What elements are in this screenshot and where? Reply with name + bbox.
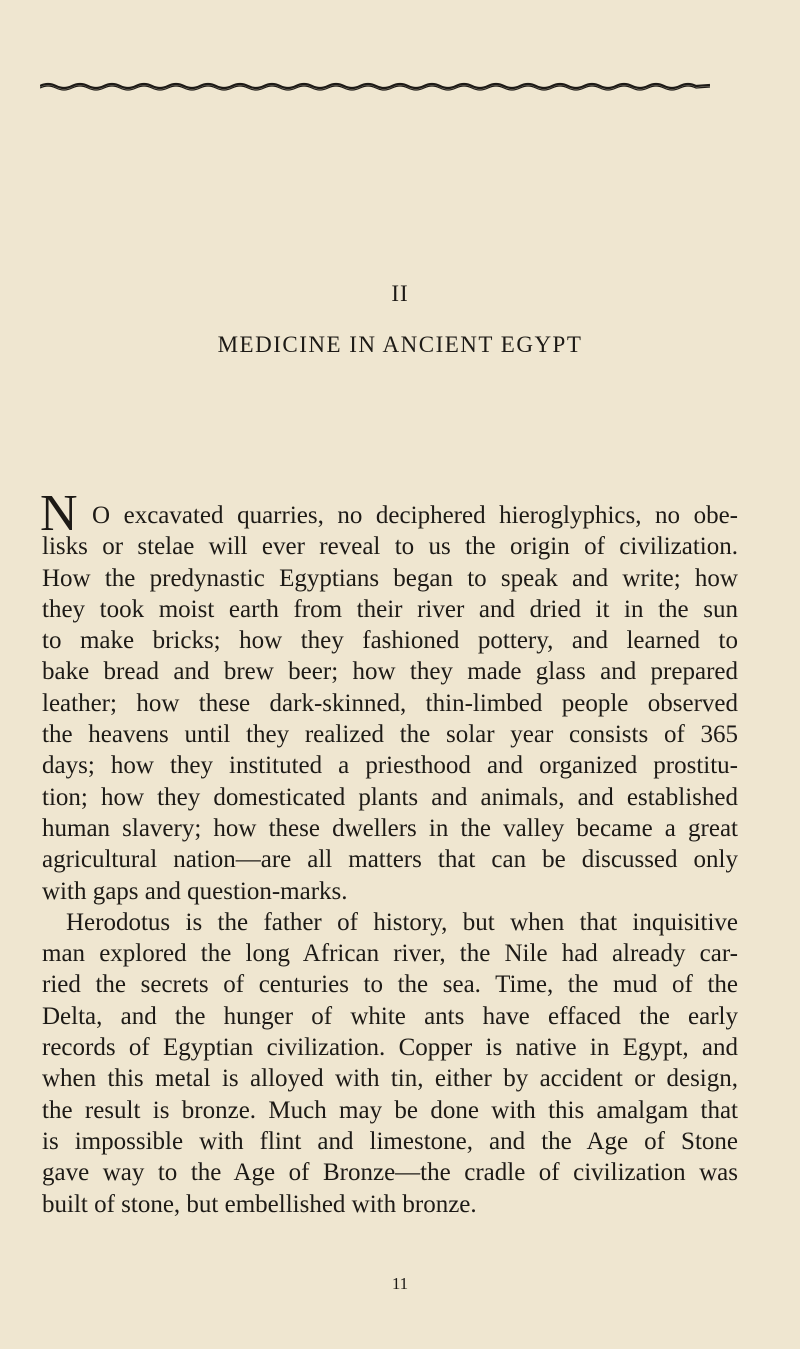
text-line: is impossible with flint and limestone, and the Age of Stone xyxy=(42,1127,738,1155)
text-line: with gaps and question-marks. xyxy=(42,877,348,905)
text-line: lisks or stelae will ever reveal to us the origin of civilization. xyxy=(42,533,738,561)
text-line: to make bricks; how they fashioned pottery, and learned to xyxy=(42,627,738,655)
text-line: when this metal is alloyed with tin, either by accident or design, xyxy=(42,1065,738,1093)
text-line: human slavery; how these dwellers in the valley became a great xyxy=(42,814,738,842)
chapter-number: II xyxy=(391,281,409,306)
text-line: agricultural nation—are all matters that can be discussed only xyxy=(42,846,738,874)
text-line: bake bread and brew beer; how they made glass and prepared xyxy=(42,658,738,686)
text-line: the result is bronze. Much may be done with this amalgam that xyxy=(42,1096,738,1124)
decorative-rule-icon xyxy=(40,72,710,96)
text-line: days; how they instituted a priesthood and organized prostitu- xyxy=(42,752,738,780)
text-line: leather; how these dark-skinned, thin-limbed people observed xyxy=(42,689,738,717)
text-line: built of stone, but embellished with bronze. xyxy=(42,1190,477,1218)
text-line: Herodotus is the father of history, but when that inquisitive xyxy=(66,908,738,936)
chapter-title: MEDICINE IN ANCIENT EGYPT xyxy=(217,332,583,357)
text-line: Delta, and the hunger of white ants have effaced the early xyxy=(42,1002,738,1030)
text-line: man explored the long African river, the Nile had already car- xyxy=(42,940,738,968)
body-text xyxy=(40,485,738,1220)
text-line: gave way to the Age of Bronze—the cradle of civilization was xyxy=(42,1159,738,1187)
text-line: How the predynastic Egyptians began to speak and write; how xyxy=(42,564,738,592)
page-number: 11 xyxy=(391,1274,409,1293)
text-line xyxy=(40,485,738,542)
text-line: records of Egyptian civilization. Copper is native in Egypt, and xyxy=(42,1034,738,1062)
text-line: the heavens until they realized the solar year consists of 365 xyxy=(42,721,738,749)
text-line: ried the secrets of centuries to the sea. Time, the mud of the xyxy=(42,971,738,999)
text-line-content: O excavated quarries, no deciphered hieroglyphics, no obe- xyxy=(92,502,738,529)
text-line: tion; how they domesticated plants and animals, and established xyxy=(42,783,738,811)
drop-cap: N xyxy=(40,485,76,542)
text-line: they took moist earth from their river and dried it in the sun xyxy=(42,595,738,623)
